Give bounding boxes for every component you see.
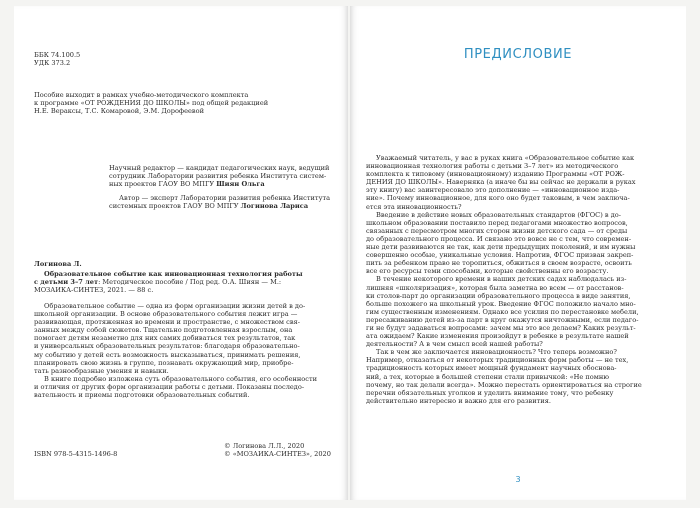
text-line: ки столов-парт до организации образовательного процесса в виде занятия, xyxy=(366,291,631,300)
text-line: комплекта к типовому (инновационному) изданию Программы «ОТ РОЖ- xyxy=(366,170,625,179)
classification-codes xyxy=(34,51,80,67)
text-line: и отличия от других форм организации работы с детьми. Показаны последо- xyxy=(34,382,305,391)
copyright xyxy=(224,442,331,458)
bbk-code: ББК 74.100.5 xyxy=(34,51,81,59)
text-line: почему, но так делали всегда». Можно перестать ориентироваться на строгие xyxy=(366,380,642,389)
text-line: до образовательного процесса. И связано это вовсе не с тем, что современ- xyxy=(366,234,632,243)
copyright-line: © Логинова Л.Л., 2020 xyxy=(224,442,305,450)
text-line: совершенно особые, уникальные условия. Напротив, ФГОС призван закреп- xyxy=(366,251,634,260)
right-page xyxy=(350,6,686,500)
catalog-title-line: Образовательное событие как инновационная технология работы xyxy=(44,270,303,279)
editor-name: Шиян Ольга xyxy=(216,180,265,189)
text-line: тать разнообразные умения и навыки. xyxy=(34,366,169,375)
editor-note xyxy=(109,164,334,210)
catalog-title-line: с детьми 3–7 лет xyxy=(34,278,99,287)
text-line: ется эта инновационность? xyxy=(366,202,462,211)
text-line: вательность и приемы подготовки образовательных событий. xyxy=(34,391,250,400)
text-line: деятельности? А в чем смысл всей нашей работы? xyxy=(366,340,543,349)
preface-body xyxy=(366,154,674,405)
text-line: развивающая, протяженная во времени и пространстве, с множеством свя- xyxy=(34,318,300,327)
text-line xyxy=(34,278,334,286)
text-line: планировать свою жизнь в группе, познавать окружающий мир, приобре- xyxy=(34,358,294,367)
text-line: Уважаемый читатель, у вас в руках книга «Образовательное событие как xyxy=(376,154,635,162)
abstract xyxy=(34,302,334,399)
catalog-author: Логинова Л. xyxy=(34,260,82,268)
text-line: ата ожидаем? Какие изменения произойдут в ребенке в результате нашей xyxy=(366,332,629,341)
text-line: сотрудник Лаборатории развития ребенка Института систем- xyxy=(109,172,327,181)
text-line: к программе «ОТ РОЖДЕНИЯ ДО ШКОЛЫ» под общей редакцией xyxy=(34,99,269,108)
text-line: инновационная технология работы с детьми 3–7 лет» из методического xyxy=(366,162,619,171)
text-line: школьной организации. В основе образовательного события лежит игра — xyxy=(34,310,298,319)
text-line: Например, отказаться от некоторых традиционных форм работы — не тех, xyxy=(366,356,629,365)
text-line: лишняя «школяризация», которая была заметна во всем — от расстанов- xyxy=(366,283,624,292)
text-line: В книге подробно изложена суть образовательного события, его особенности xyxy=(44,374,318,383)
text-line: ние». Почему инновационное, для кого оно будет таковым, в чем заключа- xyxy=(366,194,630,203)
preface-title: ПРЕДИСЛОВИЕ xyxy=(463,47,573,62)
text-line: ний, а тех, которые в большей степени стали привычкой: «Не помню xyxy=(366,372,610,381)
copyright-line: © «МОЗАИКА-СИНТЕЗ», 2020 xyxy=(224,450,331,459)
text-line xyxy=(109,180,334,188)
text-line: Так в чем же заключается инновационность? Что теперь возможно? xyxy=(376,348,617,357)
text-line: все его ресурсы теми способами, которые свойственны его возрасту. xyxy=(366,267,609,276)
text-line: пересаживанию детей из-за парт в круг окажутся ничтожными, если педаго- xyxy=(366,315,639,324)
text-line: связанных с пересмотром многих сторон жизни детского сада — от среды xyxy=(366,226,628,235)
text-line: перечни обязательных уголков и уделить внимание тому, что ребенку xyxy=(366,388,614,397)
text-line: пить за ребенком право не торопиться, обжиться в своем возрасте, освоить xyxy=(366,259,632,268)
text-line: Автор — эксперт Лаборатории развития ребенка Института xyxy=(119,194,331,203)
text-line: Н.Е. Вераксы, Т.С. Комаровой, Э.М. Дорофеевой xyxy=(34,107,204,116)
text-line: гим существенным изменениям. Однако все усилия по перестановке мебели, xyxy=(366,307,639,316)
page-number: 3 xyxy=(515,475,521,484)
left-page xyxy=(14,6,348,500)
text-part: : Методическое пособие / Под ред. О.А. Шиян — М.: xyxy=(98,278,282,287)
text-line: Введение в действие новых образовательных стандартов (ФГОС) в до- xyxy=(376,210,621,219)
text-line: Пособие выходит в рамках учебно-методического комплекта xyxy=(34,91,249,99)
udk-code: УДК 373.2 xyxy=(34,59,71,68)
text-line: действительно интересно и важно для его развития. xyxy=(366,396,551,405)
text-line: му событию у детей есть возможность высказываться, принимать решения, xyxy=(34,350,301,359)
text-line: В течение некоторого времени в наших детских садах наблюдалась из- xyxy=(376,275,627,284)
text-part: системных проектов ГАОУ ВО МПГУ xyxy=(109,202,239,211)
text-line: Научный редактор — кандидат педагогических наук, ведущий xyxy=(109,164,330,172)
text-line: ги не будут задаваться вопросами: зачем мы это все делаем? Каких результ- xyxy=(366,323,636,332)
text-line: ные дети развиваются не так, как дети предыдущих поколений, и им нужны xyxy=(366,243,636,252)
text-line: эту книгу) вас заинтересовало это дополнение — «инновационное изда- xyxy=(366,186,620,195)
text-line: Образовательное событие — одна из форм организации жизни детей в до- xyxy=(44,302,306,310)
text-part: ных проектов ГАОУ ВО МПГУ xyxy=(109,180,215,189)
text-line xyxy=(109,202,334,210)
author-name: Логинова Лариса xyxy=(240,202,309,211)
text-line: ДЕНИЯ ДО ШКОЛЫ». Наверняка (а иначе бы вы сейчас не держали в руках xyxy=(366,178,636,187)
catalog-card xyxy=(34,260,334,294)
text-line: больше похожего на школьный урок. Введение ФГОС положило начало мно- xyxy=(366,299,636,308)
isbn: ISBN 978-5-4315-1496-8 xyxy=(34,450,118,458)
text-line: МОЗАИКА-СИНТЕЗ, 2021. — 88 с. xyxy=(34,286,154,295)
text-line: занных между собой сюжетов. Тщательно подготовленная взрослым, она xyxy=(34,326,293,335)
text-line: и универсальных образовательных результатов: благодаря образовательно- xyxy=(34,342,300,351)
series-note xyxy=(34,91,268,115)
text-line: традиционность которых имеет мощный фундамент научных обоснова- xyxy=(366,364,617,373)
text-line: помогает детям незаметно для них самих добиваться тех результатов, так xyxy=(34,334,296,343)
text-line: школьном образовании поставило перед педагогами множество вопросов, xyxy=(366,218,628,227)
